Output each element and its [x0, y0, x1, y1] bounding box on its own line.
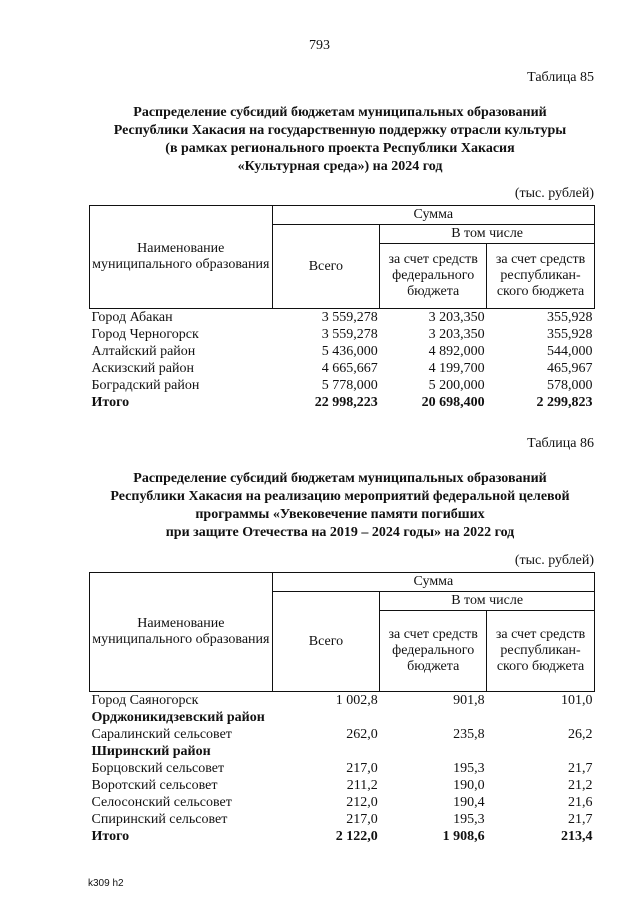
units-label: (тыс. рублей) — [514, 186, 594, 201]
row-federal: 4 892,000 — [428, 343, 485, 359]
header-federal: за счет средств федерального бюджета — [380, 244, 487, 309]
row-federal: 195,3 — [453, 811, 485, 827]
title-line: (в рамках регионального проекта Республики Хакасия — [165, 141, 515, 156]
row-federal: 3 203,350 — [428, 326, 485, 342]
row-total: 217,0 — [346, 811, 378, 827]
header-total: Всего — [272, 592, 380, 692]
row-total: 211,2 — [346, 777, 378, 793]
row-republic: 2 299,823 — [536, 394, 593, 410]
table-row — [90, 828, 595, 845]
row-federal: 4 199,700 — [428, 360, 485, 376]
row-total: 22 998,223 — [314, 394, 378, 410]
table-row — [90, 377, 595, 394]
table-row — [90, 726, 595, 743]
table-label: Таблица 86 — [527, 436, 594, 451]
subsidy-table-86 — [89, 572, 595, 845]
row-republic: 355,928 — [547, 326, 593, 342]
row-name: Город Черногорск — [91, 326, 199, 342]
row-federal: 190,0 — [453, 777, 485, 793]
table-row — [90, 326, 595, 343]
row-federal: 20 698,400 — [421, 394, 485, 410]
table-row — [90, 743, 595, 760]
row-total: 3 559,278 — [321, 309, 378, 325]
row-republic: 21,7 — [568, 811, 593, 827]
table-row — [90, 777, 595, 794]
row-name: Ширинский район — [91, 743, 211, 759]
page-number: 793 — [309, 38, 330, 53]
row-name: Воротский сельсовет — [91, 777, 218, 793]
table-row — [90, 709, 595, 726]
row-name: Боградский район — [91, 377, 200, 393]
row-name: Итого — [91, 828, 130, 844]
row-republic: 21,7 — [568, 760, 593, 776]
row-republic — [487, 743, 595, 760]
row-republic: 21,2 — [568, 777, 593, 793]
header-total: Всего — [272, 225, 380, 309]
header-republic: за счет средств республикан-ского бюджета — [487, 244, 595, 309]
row-total: 2 122,0 — [335, 828, 378, 844]
row-federal — [380, 743, 487, 760]
row-name: Аскизский район — [91, 360, 194, 376]
header-name: Наименование муниципального образования — [90, 206, 273, 309]
table-row — [90, 394, 595, 411]
table-row — [90, 811, 595, 828]
title-line: программы «Увековечение памяти погибших — [195, 507, 485, 522]
table-row — [90, 692, 595, 710]
table-row — [90, 794, 595, 811]
row-name: Итого — [91, 394, 130, 410]
row-republic: 213,4 — [561, 828, 593, 844]
header-sum: Сумма — [272, 573, 594, 592]
header-including: В том числе — [380, 225, 595, 244]
title-line: «Культурная среда») на 2024 год — [237, 159, 443, 174]
row-republic: 465,967 — [547, 360, 593, 376]
row-total: 5 778,000 — [321, 377, 378, 393]
row-republic: 21,6 — [568, 794, 593, 810]
table-row — [90, 760, 595, 777]
row-name: Борцовский сельсовет — [91, 760, 225, 776]
row-federal: 1 908,6 — [442, 828, 485, 844]
row-federal: 190,4 — [453, 794, 485, 810]
row-total: 1 002,8 — [335, 692, 378, 708]
row-republic: 101,0 — [561, 692, 593, 708]
row-name: Город Абакан — [91, 309, 173, 325]
table-row — [90, 360, 595, 377]
row-total: 217,0 — [346, 760, 378, 776]
row-republic: 544,000 — [547, 343, 593, 359]
header-federal: за счет средств федерального бюджета — [380, 611, 487, 692]
row-federal: 5 200,000 — [428, 377, 485, 393]
table-label: Таблица 85 — [527, 70, 594, 85]
header-name: Наименование муниципального образования — [90, 573, 273, 692]
row-federal: 3 203,350 — [428, 309, 485, 325]
row-total — [272, 743, 380, 760]
title-line: Распределение субсидий бюджетам муниципальных образований — [133, 471, 547, 486]
row-total: 5 436,000 — [321, 343, 378, 359]
title-line: при защите Отечества на 2019 – 2024 годы» на 2022 год — [165, 525, 515, 540]
row-federal: 195,3 — [453, 760, 485, 776]
subsidy-table-85 — [89, 205, 595, 411]
table-row — [90, 343, 595, 360]
row-republic: 26,2 — [568, 726, 593, 742]
title-line: Распределение субсидий бюджетам муниципальных образований — [133, 105, 547, 120]
row-total — [272, 709, 380, 726]
row-total: 262,0 — [346, 726, 378, 742]
row-name: Орджоникидзевский район — [91, 709, 265, 725]
table-title — [80, 104, 600, 176]
header-sum: Сумма — [272, 206, 594, 225]
row-federal — [380, 709, 487, 726]
row-republic: 578,000 — [547, 377, 593, 393]
row-name: Спиринский сельсовет — [91, 811, 228, 827]
row-name: Саралинский сельсовет — [91, 726, 232, 742]
table-title — [80, 470, 600, 542]
row-name: Алтайский район — [91, 343, 196, 359]
title-line: Республики Хакасия на государственную поддержку отрасли культуры — [113, 123, 567, 138]
row-republic: 355,928 — [547, 309, 593, 325]
row-total: 212,0 — [346, 794, 378, 810]
table-row — [90, 309, 595, 327]
footer-code: k309 h2 — [88, 878, 124, 889]
row-federal: 235,8 — [453, 726, 485, 742]
row-total: 4 665,667 — [321, 360, 378, 376]
row-republic — [487, 709, 595, 726]
header-including: В том числе — [380, 592, 595, 611]
header-republic: за счет средств республикан-ского бюджета — [487, 611, 595, 692]
row-total: 3 559,278 — [321, 326, 378, 342]
title-line: Республики Хакасия на реализацию мероприятий федеральной целевой — [110, 489, 570, 504]
row-name: Город Саяногорск — [91, 692, 199, 708]
row-federal: 901,8 — [453, 692, 485, 708]
row-name: Селосонский сельсовет — [91, 794, 232, 810]
units-label: (тыс. рублей) — [514, 553, 594, 568]
